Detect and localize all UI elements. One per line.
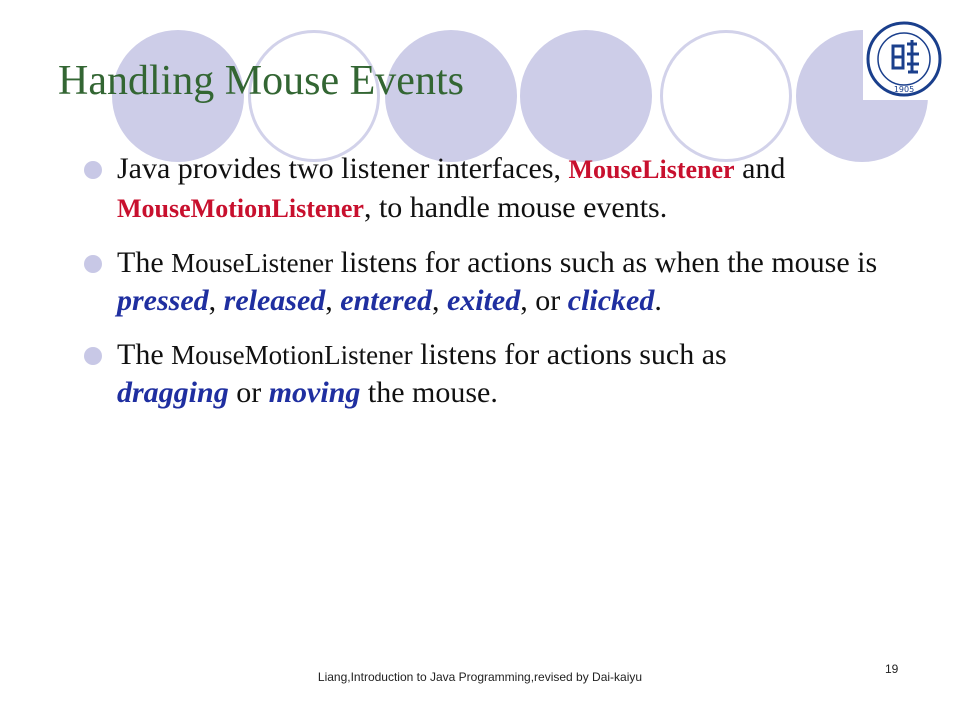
bullet-text-run: The [117, 246, 172, 279]
bullet-text-run: , [325, 284, 341, 317]
bullet-text-run: , [431, 284, 447, 317]
bullet-text-run: The [117, 338, 172, 371]
bullet-text-run: the mouse. [360, 376, 498, 409]
slide-footer: Liang,Introduction to Java Programming,revised by Dai-kaiyu [317, 670, 643, 684]
seal-year: 1905 [893, 85, 915, 94]
bullet-keyword: MouseMotionListener [117, 194, 364, 223]
bullet-text-run: . [654, 284, 662, 317]
bullet-text [117, 338, 727, 409]
bullet-text [117, 152, 785, 224]
bullet-keyword: exited [446, 284, 521, 317]
university-seal-logo [863, 18, 945, 100]
bullet-keyword: MouseMotionListener [171, 340, 413, 370]
bullet-dot-icon [84, 347, 102, 365]
bullet-text-run: or [228, 376, 269, 409]
university-seal-icon [863, 18, 945, 100]
bullet-keyword: moving [268, 376, 361, 409]
page-number: 19 [885, 662, 899, 676]
bullet-keyword: released [223, 284, 326, 317]
bullet-text-run: listens for actions such as [412, 338, 727, 371]
bullet-item [80, 336, 737, 412]
bullet-keyword: MouseListener [568, 155, 735, 184]
bullet-dot-icon [84, 161, 102, 179]
bullet-keyword: dragging [117, 376, 229, 409]
bullet-text-run: and [734, 152, 786, 185]
bullet-keyword: MouseListener [171, 248, 334, 278]
decor-circle [520, 30, 652, 162]
bullet-list [80, 150, 880, 428]
bullet-text-run: listens for actions such as when the mouse is [333, 246, 878, 279]
bullet-item [80, 244, 880, 320]
bullet-keyword: clicked [567, 284, 655, 317]
bullet-keyword: entered [340, 284, 432, 317]
bullet-text [117, 246, 877, 317]
slide-title: Handling Mouse Events [58, 58, 464, 104]
bullet-text-run: Java provides two listener interfaces, [117, 152, 569, 185]
bullet-text-run: , or [520, 284, 568, 317]
bullet-item [80, 150, 880, 228]
bullet-dot-icon [84, 255, 102, 273]
bullet-text-run: , [208, 284, 224, 317]
decor-ring [660, 30, 792, 162]
bullet-text-run: , to handle mouse events. [363, 191, 668, 224]
bullet-keyword: pressed [117, 284, 209, 317]
